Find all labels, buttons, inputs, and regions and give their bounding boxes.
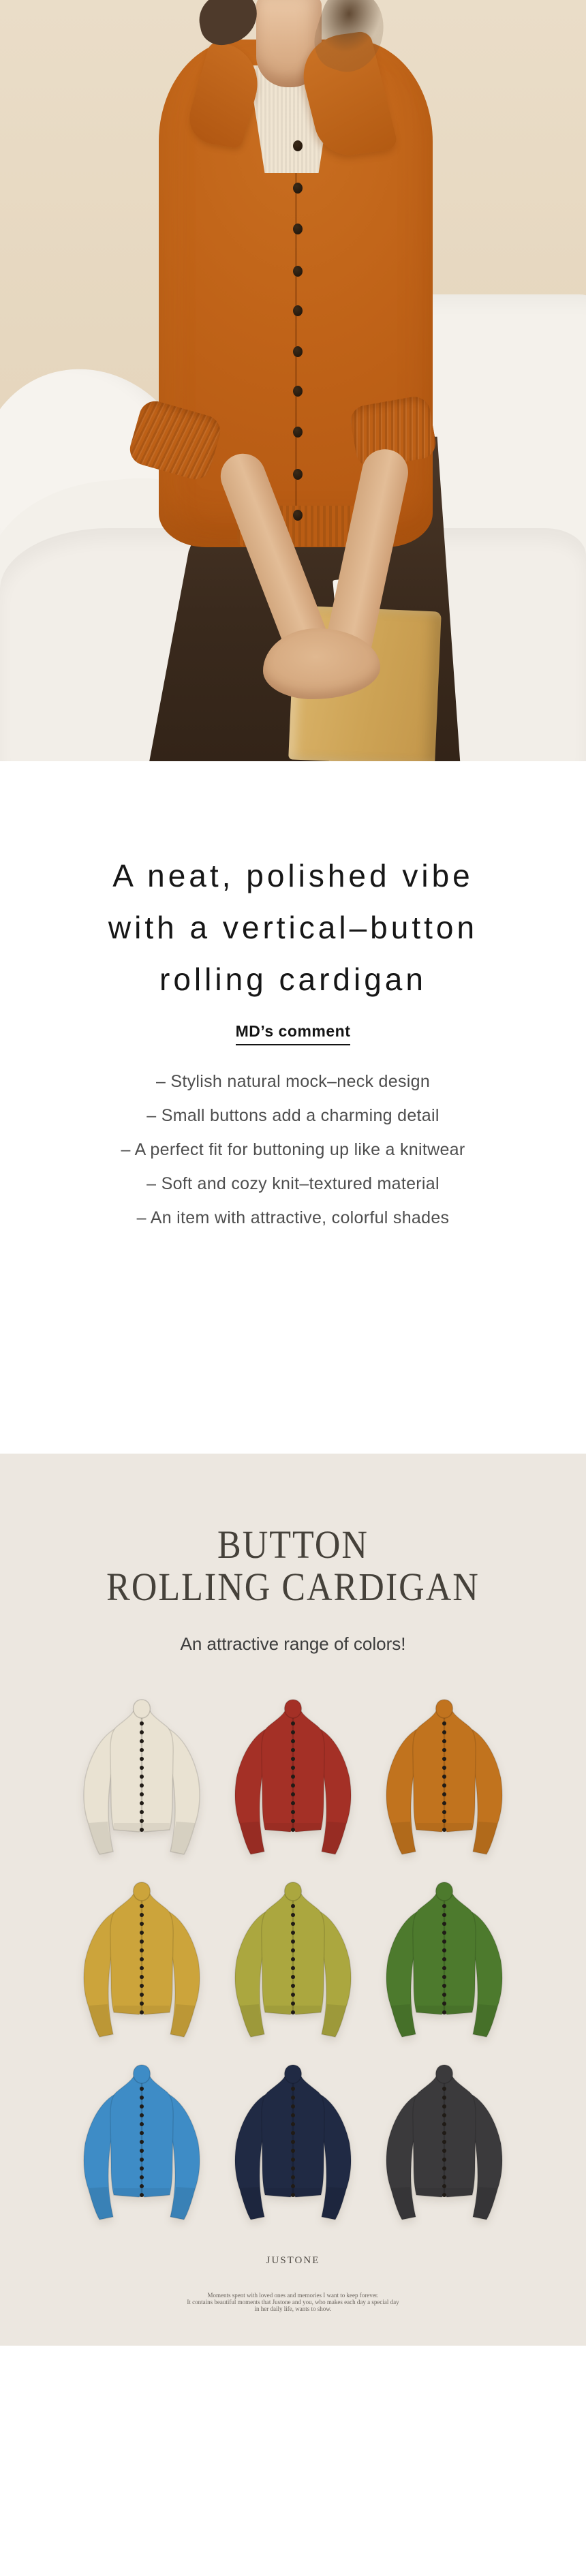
cardigan-charcoal: [376, 2060, 512, 2226]
cardigan-button: [293, 224, 303, 234]
lookbook-subtitle: An attractive range of colors!: [180, 1634, 406, 1654]
feature-bullet: – Stylish natural mock–neck design: [155, 1072, 431, 1091]
intro-section: [0, 761, 586, 1454]
page-title-line-2: with a vertical–button: [108, 910, 478, 945]
hero-photo: [0, 0, 586, 761]
cardigan-button: [293, 183, 303, 194]
cardigan-green: [376, 1877, 512, 2044]
lookbook-title: [0, 1454, 586, 1609]
cardigan-graphic: [225, 2061, 361, 2225]
cardigan-button: [293, 386, 303, 397]
feature-bullet: – Small buttons add a charming detail: [146, 1106, 440, 1125]
cardigan-button: [293, 305, 303, 316]
cardigan-graphic: [225, 1696, 361, 1860]
brand-logo: JUSTONE: [266, 2255, 320, 2266]
cardigan-graphic: [225, 1879, 361, 2042]
cardigan-navy: [225, 2060, 361, 2226]
cardigan-button: [293, 510, 303, 521]
feature-bullet: – Soft and cozy knit–textured material: [146, 1174, 440, 1193]
brand-tagline-line-1: Moments spent with loved ones and memories I want to keep forever.: [207, 2292, 379, 2299]
cardigan-button: [293, 266, 303, 277]
feature-bullet: – An item with attractive, colorful shades: [136, 1208, 450, 1227]
cardigan-red: [225, 1695, 361, 1861]
cardigan-graphic: [74, 2061, 210, 2225]
cardigan-button: [293, 469, 303, 480]
lookbook-section: [0, 1454, 586, 2346]
bottom-whitespace: [0, 2346, 586, 2576]
cardigan-graphic: [74, 1696, 210, 1860]
lookbook-title-line-2: ROLLING CARDIGAN: [106, 1565, 480, 1610]
feature-list: [0, 1064, 586, 1235]
cardigan-button: [293, 427, 303, 438]
cardigan-graphic: [376, 1696, 512, 1860]
md-comment-label: MD’s comment: [236, 1022, 351, 1045]
cardigan-graphic: [376, 2061, 512, 2225]
cardigan-button: [293, 140, 303, 151]
brand-tagline-line-2: It contains beautiful moments that Justone and you, who makes each day a special day: [187, 2299, 399, 2305]
feature-bullet: – A perfect fit for buttoning up like a knitwear: [121, 1140, 465, 1159]
cardigan-button: [293, 346, 303, 357]
cardigan-graphic: [74, 1879, 210, 2042]
brand-tagline-line-3: in her daily life, wants to show.: [254, 2305, 332, 2312]
cardigan-lime: [225, 1877, 361, 2044]
cardigan-mustard: [74, 1877, 210, 2044]
brand-tagline: [0, 2292, 586, 2312]
page-title-line-1: A neat, polished vibe: [112, 858, 474, 893]
cardigan-orange: [376, 1695, 512, 1861]
cardigan-blue: [74, 2060, 210, 2226]
cardigan-ivory: [74, 1695, 210, 1861]
lookbook-title-line-1: BUTTON: [217, 1523, 369, 1567]
colorway-grid: [74, 1695, 512, 2226]
cardigan-graphic: [376, 1879, 512, 2042]
page-title-line-3: rolling cardigan: [159, 962, 427, 997]
page-title: [0, 850, 586, 1005]
